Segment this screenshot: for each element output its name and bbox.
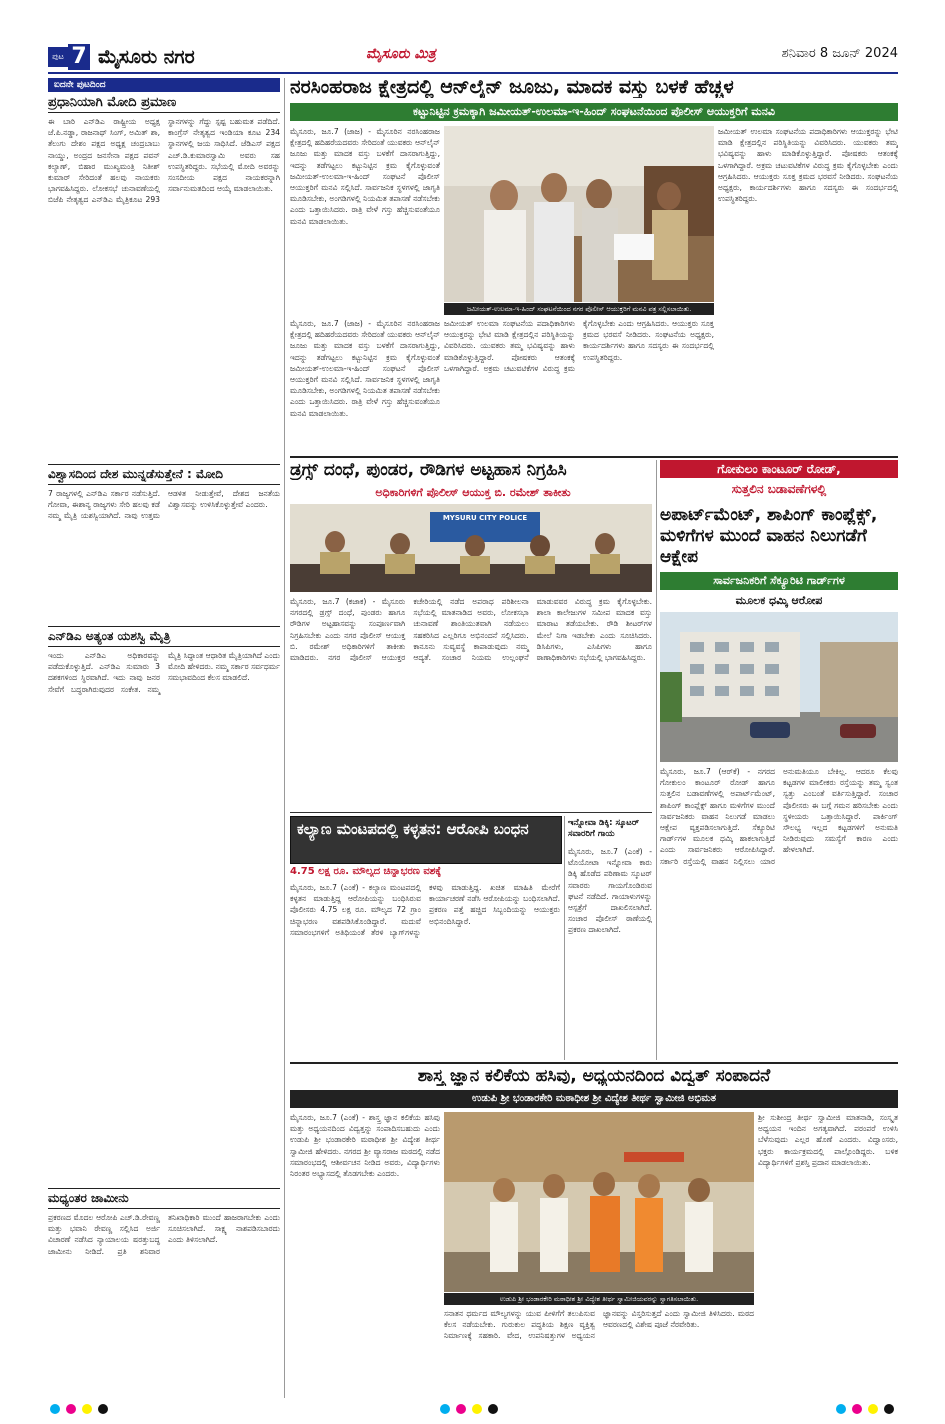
lead-headline: ನರಸಿಂಹರಾಜ ಕ್ಷೇತ್ರದಲ್ಲಿ ಆನ್‌ಲೈನ್ ಜೂಜು, ಮಾದಕ ವಸ್ತು ಬಳಕೆ ಹೆಚ್ಚಳ [290, 76, 734, 98]
gokulam-body: ಮೈಸೂರು, ಜೂ.7 (ಆರ್‌ಕೆ) - ನಗರದ ಗೋಕುಲಂ ಕಾಂಟೂರ್ ರೋಡ್ ಹಾಗೂ ಸುತ್ತಲಿನ ಬಡಾವಣೆಗಳಲ್ಲಿ ಅಪಾರ್ಟ್‌ಮೆಂಟ್, ಶಾಪಿಂಗ್ ಕಾಂಪ್ಲೆಕ್ಸ್ ಹಾಗೂ ಮಳಿಗೆಗಳ ಮುಂದೆ ಸಾರ್ವಜನಿಕರು ವಾಹನ ನಿಲುಗಡೆ ಮಾಡಲು ಆಕ್ಷೇಪ ವ್ಯಕ್ತಪಡಿಸಲಾಗುತ್ತಿದೆ. ಸೆಕ್ಯೂರಿಟಿ ಗಾರ್ಡ್‌ಗಳ ಮೂಲಕ ಧಮ್ಕಿ ಹಾಕಲಾಗುತ್ತಿದೆ ಎಂದು ಸಾರ್ವಜನಿಕರು ಆರೋಪಿಸಿದ್ದಾರೆ. ಸರ್ಕಾರಿ ರಸ್ತೆಯಲ್ಲಿ ವಾಹನ ನಿಲ್ಲಿಸಲು ಯಾರ ಅನುಮತಿಯೂ ಬೇಕಿಲ್ಲ. ಆದರೂ ಕೆಲವು ಕಟ್ಟಡಗಳ ಮಾಲೀಕರು ರಸ್ತೆಯನ್ನು ತಮ್ಮ ಸ್ವಂತ ಸ್ವತ್ತು ಎಂಬಂತೆ ವರ್ತಿಸುತ್ತಿದ್ದಾರೆ. ಸಂಚಾರ ಪೊಲೀಸರು ಈ ಬಗ್ಗೆ ಗಮನ ಹರಿಸಬೇಕು ಎಂದು ಸ್ಥಳೀಯರು ಒತ್ತಾಯಿಸಿದ್ದಾರೆ. ಪಾರ್ಕಿಂಗ್ ಸೌಲಭ್ಯ ಇಲ್ಲದ ಕಟ್ಟಡಗಳಿಗೆ ಅನುಮತಿ ನೀಡಿರುವುದು ಸಮಸ್ಯೆಗೆ ಕಾರಣ ಎಂದು ಹೇಳಲಾಗಿದೆ. [660, 767, 898, 866]
lead-body-left: ಮೈಸೂರು, ಜೂ.7 (ಜಾಜ) - ಮೈಸೂರಿನ ನರಸಿಂಹರಾಜ ಕ್ಷೇತ್ರದಲ್ಲಿ ಹದಿಹರೆಯದವರು ಸೇರಿದಂತೆ ಯುವಕರು ಆನ್‌ಲೈನ್ ಜೂಜು ಮತ್ತು ಮಾದಕ ವಸ್ತು ಬಳಕೆಗೆ ದಾಸರಾಗುತ್ತಿದ್ದು, ಇದನ್ನು ತಡೆಗಟ್ಟಲು ಕಟ್ಟುನಿಟ್ಟಿನ ಕ್ರಮ ಕೈಗೊಳ್ಳುವಂತೆ ಜಮೀಯತ್-ಉಲಮಾ-ಇ-ಹಿಂದ್ ಸಂಘಟನೆ ಪೊಲೀಸ್ ಆಯುಕ್ತರಿಗೆ ಮನವಿ ಸಲ್ಲಿಸಿದೆ. ಸಾರ್ವಜನಿಕ ಸ್ಥಳಗಳಲ್ಲಿ ಜಾಗೃತಿ ಮೂಡಿಸಬೇಕು, ಅಂಗಡಿಗಳಲ್ಲಿ ನಿಯಮಿತ ತಪಾಸಣೆ ನಡೆಸಬೇಕು ಎಂದು ಒತ್ತಾಯಿಸಿದರು. ರಾತ್ರಿ ವೇಳೆ ಗಸ್ತು ಹೆಚ್ಚಿಸುವಂತೆಯೂ ಮನವಿ ಮಾಡಲಾಯಿತು. [290, 127, 440, 226]
drugs-subhead: ಅಧಿಕಾರಿಗಳಿಗೆ ಪೊಲೀಸ್ ಆಯುಕ್ತ ಬಿ. ರಮೇಶ್ ತಾಕೀತು [375, 486, 571, 499]
left-column [48, 78, 280, 1398]
reg-mark-black [488, 1404, 498, 1414]
reg-mark-cyan [440, 1404, 450, 1414]
scooter-divider [564, 816, 565, 1060]
drugs-body: ಮೈಸೂರು, ಜೂ.7 (ಕಜಾಕ) - ಮೈಸೂರು ನಗರದಲ್ಲಿ ಡ್ರಗ್ಸ್ ದಂಧೆ, ಪುಂಡರು ಹಾಗೂ ರೌಡಿಗಳ ಅಟ್ಟಹಾಸವನ್ನು ಸಂಪೂರ್ಣವಾಗಿ ನಿಗ್ರಹಿಸಬೇಕು ಎಂದು ನಗರ ಪೊಲೀಸ್ ಆಯುಕ್ತ ಬಿ. ರಮೇಶ್ ಅಧಿಕಾರಿಗಳಿಗೆ ತಾಕೀತು ಮಾಡಿದರು. ನಗರ ಪೊಲೀಸ್ ಆಯುಕ್ತರ ಕಚೇರಿಯಲ್ಲಿ ನಡೆದ ಅಪರಾಧ ಪರಿಶೀಲನಾ ಸಭೆಯಲ್ಲಿ ಮಾತನಾಡಿದ ಅವರು, ಲೋಕಸಭಾ ಚುನಾವಣೆ ಶಾಂತಿಯುತವಾಗಿ ನಡೆಯಲು ಸಹಕರಿಸಿದ ಎಲ್ಲರಿಗೂ ಅಭಿನಂದನೆ ಸಲ್ಲಿಸಿದರು. ಕಾನೂನು ಸುವ್ಯವಸ್ಥೆ ಕಾಪಾಡುವುದು ನಮ್ಮ ಆದ್ಯತೆ. ಸಂಚಾರ ನಿಯಮ ಉಲ್ಲಂಘನೆ ಮಾಡುವವರ ವಿರುದ್ಧ ಕ್ರಮ ಕೈಗೊಳ್ಳಬೇಕು. ಶಾಲಾ ಕಾಲೇಜುಗಳ ಸಮೀಪ ಮಾದಕ ವಸ್ತು ಮಾರಾಟ ತಡೆಯಬೇಕು. ರೌಡಿ ಶೀಟರ್‌ಗಳ ಮೇಲೆ ನಿಗಾ ಇಡಬೇಕು ಎಂದು ಸೂಚಿಸಿದರು. ಡಿಸಿಪಿಗಳು, ಎಸಿಪಿಗಳು ಹಾಗೂ ಠಾಣಾಧಿಕಾರಿಗಳು ಸಭೆಯಲ್ಲಿ ಭಾಗವಹಿಸಿದ್ದರು. [290, 597, 652, 663]
story1-body: ಈ ಬಾರಿ ಎನ್‌ಡಿಎ ರಾಷ್ಟ್ರೀಯ ಅಧ್ಯಕ್ಷ ಜೆ.ಪಿ.ನಡ್ಡಾ, ರಾಜನಾಥ್ ಸಿಂಗ್, ಅಮಿತ್ ಶಾ, ತೆಲುಗು ದೇಶಂ ಪಕ್ಷದ ಅಧ್ಯಕ್ಷ ಚಂದ್ರಬಾಬು ನಾಯ್ಡು, ಅಂದ್ರದ ಜನಸೇನಾ ಪಕ್ಷದ ಪವನ್ ಕಲ್ಯಾಣ್, ಬಿಹಾರ ಮುಖ್ಯಮಂತ್ರಿ ನಿತೀಶ್ ಕುಮಾರ್ ಸೇರಿದಂತೆ ಹಲವು ನಾಯಕರು ಭಾಗವಹಿಸಿದ್ದರು. ಲೋಕಸಭೆ ಚುನಾವಣೆಯಲ್ಲಿ ಬಿಜೆಪಿ ನೇತೃತ್ವದ ಎನ್‌ಡಿಎ ಮೈತ್ರಿಕೂಟ 293 ಸ್ಥಾನಗಳನ್ನು ಗೆದ್ದು ಸ್ಪಷ್ಟ ಬಹುಮತ ಪಡೆದಿದೆ. ಕಾಂಗ್ರೆಸ್ ನೇತೃತ್ವದ ಇಂಡಿಯಾ ಕೂಟ 234 ಸ್ಥಾನಗಳಲ್ಲಿ ಜಯ ಸಾಧಿಸಿದೆ. ಜೆಡಿಎಸ್ ಪಕ್ಷದ ಎಚ್.ಡಿ.ಕುಮಾರಸ್ವಾಮಿ ಅವರು ಸಹ ಉಪಸ್ಥಿತರಿದ್ದರು. ಸಭೆಯಲ್ಲಿ ಮೋದಿ ಅವರನ್ನು ಸಂಸದೀಯ ಪಕ್ಷದ ನಾಯಕರನ್ನಾಗಿ ಸರ್ವಾನುಮತದಿಂದ ಆಯ್ಕೆ ಮಾಡಲಾಯಿತು. [48, 117, 280, 205]
shastra-subhead: ಉಡುಪಿ ಶ್ರೀ ಭಂಡಾರಕೇರಿ ಮಠಾಧೀಶ ಶ್ರೀ ವಿದ್ಯೇಶ ತೀರ್ಥ ಸ್ವಾಮೀಜಿ ಅಭಿಮತ [290, 1090, 898, 1108]
paper-name-logo: ಮೈಸೂರು ಮಿತ್ರ [366, 46, 436, 62]
police-banner-text: MYSURU CITY POLICE [442, 514, 528, 522]
reg-mark-magenta [456, 1404, 466, 1414]
issue-date: ಶನಿವಾರ 8 ಜೂನ್ 2024 [781, 46, 898, 61]
masthead [48, 44, 898, 70]
reg-mark-yellow [82, 1404, 92, 1414]
story3-body: ಇಂದು ಎನ್‌ಡಿಎ ಅಧಿಕಾರವನ್ನು ಪಡೆದುಕೊಳ್ಳುತ್ತಿದೆ. ಎನ್‌ಡಿಎ ಸುಮಾರು 3 ದಶಕಗಳಿಂದ ಸ್ಥಿರವಾಗಿದೆ. ಇದು ನಾವು ಜನರ ಸೇವೆಗೆ ಬದ್ಧರಾಗಿರುವುದರ ಸಂಕೇತ. ನಮ್ಮ ಮೈತ್ರಿ ಸಿದ್ಧಾಂತ ಆಧಾರಿತ ಮೈತ್ರಿಯಾಗಿದೆ ಎಂದು ಮೋದಿ ಹೇಳಿದರು. ನಮ್ಮ ಸರ್ಕಾರ ಸರ್ವಧರ್ಮ ಸಮಭಾವದಿಂದ ಕೆಲಸ ಮಾಡಲಿದೆ. [48, 651, 280, 694]
gokulam-subhead-band: ಸಾರ್ವಜನಿಕರಿಗೆ ಸೆಕ್ಯೂರಿಟಿ ಗಾರ್ಡ್‌ಗಳ [660, 572, 898, 590]
shastra-body-under: ಸನಾತನ ಧರ್ಮದ ಮೌಲ್ಯಗಳನ್ನು ಯುವ ಪೀಳಿಗೆಗೆ ತಲುಪಿಸುವ ಕೆಲಸ ನಡೆಯಬೇಕು. ಗುರುಕುಲ ಪದ್ಧತಿಯ ಶಿಕ್ಷಣ ವ್ಯಕ್ತಿತ್ವ ನಿರ್ಮಾಣಕ್ಕೆ ಸಹಕಾರಿ. ವೇದ, ಉಪನಿಷತ್ತುಗಳ ಅಧ್ಯಯನ ಜ್ಞಾನವನ್ನು ವಿಸ್ತರಿಸುತ್ತದೆ ಎಂದು ಸ್ವಾಮೀಜಿ ತಿಳಿಸಿದರು. ಮಠದ ಆವರಣದಲ್ಲಿ ವಿಶೇಷ ಪೂಜೆ ನೆರವೇರಿತು. [444, 1309, 754, 1341]
kalyana-subhead: 4.75 ಲಕ್ಷ ರೂ. ಮೌಲ್ಯದ ಚಿನ್ನಾಭರಣ ವಶಕ್ಕೆ [290, 866, 442, 877]
lead-body-left-cont: ಮೈಸೂರು, ಜೂ.7 (ಜಾಜ) - ಮೈಸೂರಿನ ನರಸಿಂಹರಾಜ ಕ್ಷೇತ್ರದಲ್ಲಿ ಹದಿಹರೆಯದವರು ಸೇರಿದಂತೆ ಯುವಕರು ಆನ್‌ಲೈನ್ ಜೂಜು ಮತ್ತು ಮಾದಕ ವಸ್ತು ಬಳಕೆಗೆ ದಾಸರಾಗುತ್ತಿದ್ದು, ಇದನ್ನು ತಡೆಗಟ್ಟಲು ಕಟ್ಟುನಿಟ್ಟಿನ ಕ್ರಮ ಕೈಗೊಳ್ಳುವಂತೆ ಜಮೀಯತ್-ಉಲಮಾ-ಇ-ಹಿಂದ್ ಸಂಘಟನೆ ಪೊಲೀಸ್ ಆಯುಕ್ತರಿಗೆ ಮನವಿ ಸಲ್ಲಿಸಿದೆ. ಸಾರ್ವಜನಿಕ ಸ್ಥಳಗಳಲ್ಲಿ ಜಾಗೃತಿ ಮೂಡಿಸಬೇಕು, ಅಂಗಡಿಗಳಲ್ಲಿ ನಿಯಮಿತ ತಪಾಸಣೆ ನಡೆಸಬೇಕು ಎಂದು ಒತ್ತಾಯಿಸಿದರು. ರಾತ್ರಿ ವೇಳೆ ಗಸ್ತು ಹೆಚ್ಚಿಸುವಂತೆಯೂ ಮನವಿ ಮಾಡಲಾಯಿತು. [290, 319, 440, 418]
page-number: 7 [68, 44, 90, 70]
reg-mark-yellow [472, 1404, 482, 1414]
reg-mark-cyan [836, 1404, 846, 1414]
shastra-body-left: ಮೈಸೂರು, ಜೂ.7 (ಎಂಕೆ) - ಶಾಸ್ತ್ರ ಜ್ಞಾನ ಕಲಿಕೆಯ ಹಸಿವು ಮತ್ತು ಅಧ್ಯಯನದಿಂದ ವಿದ್ವತ್ತನ್ನು ಸಂಪಾದಿಸಬಹುದು ಎಂದು ಉಡುಪಿ ಶ್ರೀ ಭಂಡಾರಕೇರಿ ಮಠಾಧೀಶ ಶ್ರೀ ವಿದ್ಯೇಶ ತೀರ್ಥ ಸ್ವಾಮೀಜಿ ಹೇಳಿದರು. ನಗರದ ಶ್ರೀ ವ್ಯಾಸರಾಜ ಮಠದಲ್ಲಿ ನಡೆದ ಸಮಾರಂಭದಲ್ಲಿ ಆಶೀರ್ವಚನ ನೀಡಿದ ಅವರು, ವಿದ್ಯಾರ್ಥಿಗಳು ನಿರಂತರ ಅಭ್ಯಾಸದಲ್ಲಿ ತೊಡಗಬೇಕು ಎಂದರು. [290, 1113, 440, 1179]
scooter-body: ಮೈಸೂರು, ಜೂ.7 (ಎಂಕೆ) - ಟೊಯೋಟಾ ಇನ್ನೋವಾ ಕಾರು ಡಿಕ್ಕಿ ಹೊಡೆದ ಪರಿಣಾಮ ಸ್ಕೂಟರ್ ಸವಾರರು ಗಾಯಗೊಂಡಿರುವ ಘಟನೆ ನಡೆದಿದೆ. ಗಾಯಾಳುಗಳನ್ನು ಆಸ್ಪತ್ರೆಗೆ ದಾಖಲಿಸಲಾಗಿದೆ. ಸಂಚಾರ ಪೊಲೀಸ್ ಠಾಣೆಯಲ್ಲಿ ಪ್ರಕರಣ ದಾಖಲಾಗಿದೆ. [568, 847, 652, 935]
gokulam-photo [660, 612, 898, 762]
lead-body-under: ಜಮೀಯತ್ ಉಲಮಾ ಸಂಘಟನೆಯ ಪದಾಧಿಕಾರಿಗಳು ಆಯುಕ್ತರನ್ನು ಭೇಟಿ ಮಾಡಿ ಕ್ಷೇತ್ರದಲ್ಲಿನ ಪರಿಸ್ಥಿತಿಯನ್ನು ವಿವರಿಸಿದರು. ಯುವಕರು ತಮ್ಮ ಭವಿಷ್ಯವನ್ನು ಹಾಳು ಮಾಡಿಕೊಳ್ಳುತ್ತಿದ್ದಾರೆ. ಪೋಷಕರು ಆತಂಕಕ್ಕೆ ಒಳಗಾಗಿದ್ದಾರೆ. ಅಕ್ರಮ ಚಟುವಟಿಕೆಗಳ ವಿರುದ್ಧ ಕ್ರಮ ಕೈಗೊಳ್ಳಬೇಕು ಎಂದು ಆಗ್ರಹಿಸಿದರು. ಆಯುಕ್ತರು ಸೂಕ್ತ ಕ್ರಮದ ಭರವಸೆ ನೀಡಿದರು. ಸಂಘಟನೆಯ ಅಧ್ಯಕ್ಷರು, ಕಾರ್ಯದರ್ಶಿಗಳು ಹಾಗೂ ಸದಸ್ಯರು ಈ ಸಂದರ್ಭದಲ್ಲಿ ಉಪಸ್ಥಿತರಿದ್ದರು. [444, 319, 714, 373]
lead-photo [444, 126, 714, 302]
reg-mark-black [884, 1404, 894, 1414]
gokulam-kicker2: ಸುತ್ತಲಿನ ಬಡಾವಣೆಗಳಲ್ಲಿ [731, 482, 827, 496]
masthead-rule [48, 72, 898, 74]
story2-body: 7 ರಾಜ್ಯಗಳಲ್ಲಿ ಎನ್‌ಡಿಎ ಸರ್ಕಾರ ನಡೆಸುತ್ತಿದೆ. ಗೋವಾ, ಈಶಾನ್ಯ ರಾಜ್ಯಗಳು ಸೇರಿ ಹಲವು ಕಡೆ ನಮ್ಮ ಮೈತ್ರಿ ಯಶಸ್ವಿಯಾಗಿದೆ. ನಾವು ಉತ್ತಮ ಆಡಳಿತ ನೀಡುತ್ತೇವೆ, ದೇಶದ ಜನತೆಯ ವಿಶ್ವಾಸವನ್ನು ಉಳಿಸಿಕೊಳ್ಳುತ್ತೇವೆ ಎಂದರು. [48, 489, 280, 521]
gokulam-headline: ಅಪಾರ್ಟ್‌ಮೆಂಟ್, ಶಾಪಿಂಗ್ ಕಾಂಪ್ಲೆಕ್ಸ್, ಮಳಿಗೆಗಳ ಮುಂದೆ ವಾಹನ ನಿಲುಗಡೆಗೆ ಆಕ್ಷೇಪ [660, 505, 878, 567]
drugs-headline: ಡ್ರಗ್ಸ್ ದಂಧೆ, ಪುಂಡರ, ರೌಡಿಗಳ ಅಟ್ಟಹಾಸ ನಿಗ್ರಹಿಸಿ [290, 460, 567, 480]
lead-body-right: ಜಮೀಯತ್ ಉಲಮಾ ಸಂಘಟನೆಯ ಪದಾಧಿಕಾರಿಗಳು ಆಯುಕ್ತರನ್ನು ಭೇಟಿ ಮಾಡಿ ಕ್ಷೇತ್ರದಲ್ಲಿನ ಪರಿಸ್ಥಿತಿಯನ್ನು ವಿವರಿಸಿದರು. ಯುವಕರು ತಮ್ಮ ಭವಿಷ್ಯವನ್ನು ಹಾಳು ಮಾಡಿಕೊಳ್ಳುತ್ತಿದ್ದಾರೆ. ಪೋಷಕರು ಆತಂಕಕ್ಕೆ ಒಳಗಾಗಿದ್ದಾರೆ. ಅಕ್ರಮ ಚಟುವಟಿಕೆಗಳ ವಿರುದ್ಧ ಕ್ರಮ ಕೈಗೊಳ್ಳಬೇಕು ಎಂದು ಆಗ್ರಹಿಸಿದರು. ಆಯುಕ್ತರು ಸೂಕ್ತ ಕ್ರಮದ ಭರವಸೆ ನೀಡಿದರು. ಸಂಘಟನೆಯ ಅಧ್ಯಕ್ಷರು, ಕಾರ್ಯದರ್ಶಿಗಳು ಹಾಗೂ ಸದಸ್ಯರು ಈ ಸಂದರ್ಭದಲ್ಲಿ ಉಪಸ್ಥಿತರಿದ್ದರು. [718, 127, 898, 204]
story4-headline: ಮಧ್ಯಂತರ ಜಾಮೀನು [48, 1188, 280, 1209]
registration-marks [0, 1404, 945, 1418]
gokulam-kicker-badge: ಗೋಕುಲಂ ಕಾಂಟೂರ್ ರೋಡ್, [660, 460, 898, 478]
section-title: ಮೈಸೂರು ನಗರ [98, 46, 195, 68]
page-label-badge: ಪುಟ [48, 47, 68, 67]
reg-mark-black [98, 1404, 108, 1414]
mid-divider [656, 460, 657, 1060]
kalyana-headline: ಕಲ್ಯಾಣ ಮಂಟಪದಲ್ಲಿ ಕಳ್ಳತನ: ಆರೋಪಿ ಬಂಧನ [297, 820, 529, 838]
kalyana-headline-box [290, 816, 562, 864]
shastra-top-rule [290, 1062, 898, 1064]
scooter-headline: ಇನ್ನೋವಾ ಡಿಕ್ಕಿ: ಸ್ಕೂಟರ್ ಸವಾರರಿಗೆ ಗಾಯ [568, 818, 640, 839]
reg-mark-magenta [66, 1404, 76, 1414]
reg-mark-cyan [50, 1404, 60, 1414]
kalyana-top-rule [290, 812, 652, 813]
drugs-photo [290, 504, 652, 592]
shastra-photo [444, 1112, 754, 1292]
lead-bottom-rule [290, 456, 898, 458]
story1-headline: ಪ್ರಧಾನಿಯಾಗಿ ಮೋದಿ ಪ್ರಮಾಣ [48, 95, 280, 113]
continued-kicker: ಐದನೇ ಪುಟದಿಂದ [48, 78, 280, 92]
left-column-divider [284, 78, 285, 1398]
story2-headline: ವಿಶ್ವಾಸದಿಂದ ದೇಶ ಮುನ್ನಡೆಸುತ್ತೇನೆ : ಮೋದಿ [48, 464, 280, 485]
reg-mark-magenta [852, 1404, 862, 1414]
story4-body: ಪ್ರಕರಣದ ಮೊದಲ ಆರೋಪಿ ಎಚ್.ಡಿ.ರೇವಣ್ಣ ಮತ್ತು ಭವಾನಿ ರೇವಣ್ಣ ಸಲ್ಲಿಸಿದ ಅರ್ಜಿ ವಿಚಾರಣೆ ನಡೆಸಿದ ನ್ಯಾಯಾಲಯ ಷರತ್ತುಬದ್ಧ ಜಾಮೀನು ನೀಡಿದೆ. ಪ್ರತಿ ಶನಿವಾರ ತನಿಖಾಧಿಕಾರಿ ಮುಂದೆ ಹಾಜರಾಗಬೇಕು ಎಂದು ಸೂಚಿಸಲಾಗಿದೆ. ಸಾಕ್ಷ್ಯ ನಾಶಪಡಿಸಬಾರದು ಎಂದು ತಿಳಿಸಲಾಗಿದೆ. [48, 1213, 280, 1256]
kalyana-body: ಮೈಸೂರು, ಜೂ.7 (ಎಂಕೆ) - ಕಲ್ಯಾಣ ಮಂಟಪದಲ್ಲಿ ಕಳ್ಳತನ ಮಾಡುತ್ತಿದ್ದ ಆರೋಪಿಯನ್ನು ಬಂಧಿಸಿರುವ ಪೊಲೀಸರು 4.75 ಲಕ್ಷ ರೂ. ಮೌಲ್ಯದ 72 ಗ್ರಾಂ ಚಿನ್ನಾಭರಣ ವಶಪಡಿಸಿಕೊಂಡಿದ್ದಾರೆ. ಮದುವೆ ಸಮಾರಂಭಗಳಿಗೆ ಅತಿಥಿಯಂತೆ ತೆರಳಿ ಬ್ಯಾಗ್‌ಗಳನ್ನು ಕಳವು ಮಾಡುತ್ತಿದ್ದ. ಖಚಿತ ಮಾಹಿತಿ ಮೇರೆಗೆ ಕಾರ್ಯಾಚರಣೆ ನಡೆಸಿ ಆರೋಪಿಯನ್ನು ಬಂಧಿಸಲಾಗಿದೆ. ಪ್ರಕರಣ ಪತ್ತೆ ಹಚ್ಚಿದ ಸಿಬ್ಬಂದಿಯನ್ನು ಆಯುಕ್ತರು ಅಭಿನಂದಿಸಿದ್ದಾರೆ. [290, 883, 560, 937]
shastra-photo-caption: ಉಡುಪಿ ಶ್ರೀ ಭಂಡಾರಕೇರಿ ಮಠಾಧೀಶ ಶ್ರೀ ವಿದ್ಯೇಶ ತೀರ್ಥ ಸ್ವಾಮೀಜಿಯವರನ್ನು ಸ್ವಾಗತಿಸಲಾಯಿತು. [444, 1293, 754, 1305]
shastra-body-right: ಶ್ರೀ ಸುಶೀಂದ್ರ ತೀರ್ಥ ಸ್ವಾಮೀಜಿ ಮಾತನಾಡಿ, ಸಂಸ್ಕೃತ ಅಧ್ಯಯನ ಇಂದಿನ ಅಗತ್ಯವಾಗಿದೆ. ಪರಂಪರೆ ಉಳಿಸಿ ಬೆಳೆಸುವುದು ಎಲ್ಲರ ಹೊಣೆ ಎಂದರು. ವಿದ್ವಾಂಸರು, ಭಕ್ತರು ಕಾರ್ಯಕ್ರಮದಲ್ಲಿ ಪಾಲ್ಗೊಂಡಿದ್ದರು. ಬಳಿಕ ವಿದ್ಯಾರ್ಥಿಗಳಿಗೆ ಪ್ರಶಸ್ತಿ ಪ್ರದಾನ ಮಾಡಲಾಯಿತು. [758, 1113, 898, 1167]
reg-mark-yellow [868, 1404, 878, 1414]
gokulam-subhead2: ಮೂಲಕ ಧಮ್ಕಿ ಆರೋಪ [735, 594, 823, 607]
story3-headline: ಎನ್‌ಡಿಎ ಅತ್ಯಂತ ಯಶಸ್ವಿ ಮೈತ್ರಿ [48, 626, 280, 647]
shastra-headline: ಶಾಸ್ತ್ರ ಜ್ಞಾನ ಕಲಿಕೆಯ ಹಸಿವು, ಅಧ್ಯಯನದಿಂದ ವಿದ್ವತ್ ಸಂಪಾದನೆ [417, 1066, 771, 1086]
lead-subhead: ಕಟ್ಟುನಿಟ್ಟಿನ ಕ್ರಮಕ್ಕಾಗಿ ಜಮೀಯತ್-ಉಲಮಾ-ಇ-ಹಿಂದ್ ಸಂಘಟನೆಯಿಂದ ಪೊಲೀಸ್ ಆಯುಕ್ತರಿಗೆ ಮನವಿ [290, 103, 898, 121]
lead-photo-caption: ಜಮೀಯತ್-ಉಲಮಾ-ಇ-ಹಿಂದ್ ಸಂಘಟನೆಯಿಂದ ನಗರ ಪೊಲೀಸ್ ಆಯುಕ್ತರಿಗೆ ಮನವಿ ಪತ್ರ ಸಲ್ಲಿಸಲಾಯಿತು. [444, 303, 714, 315]
